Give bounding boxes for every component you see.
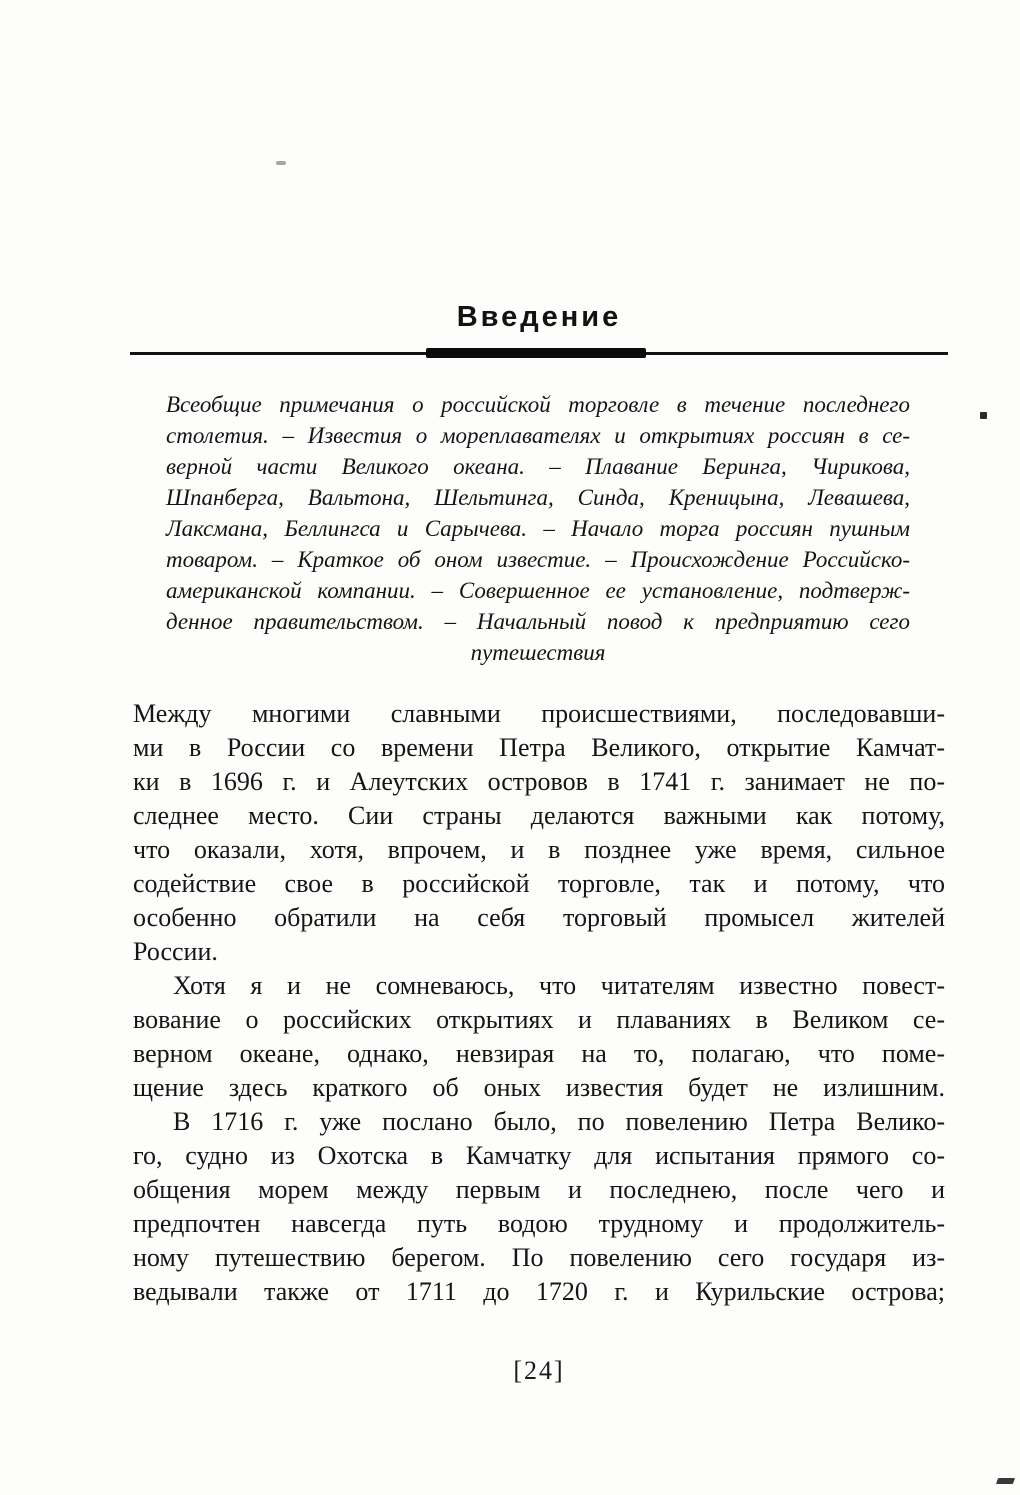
summary-line: денное правительством. – Начальный повод к предприятию сего bbox=[166, 609, 910, 634]
summary-line: Всеобщие примечания о российской торговле в течение последнего bbox=[166, 392, 910, 417]
paragraph-1 bbox=[133, 697, 945, 969]
text-line: щение здесь краткого об оных известия будет не излишним. bbox=[133, 1073, 945, 1102]
text-line: Хотя я и не сомневаюсь, что читателям известно повест- bbox=[173, 971, 945, 1000]
summary-line: Шпанберга, Вальтона, Шельтинга, Синда, Креницына, Левашева, bbox=[166, 485, 910, 510]
summary-line: Лаксмана, Беллингса и Сарычева. – Начало торга россиян пушным bbox=[166, 516, 910, 541]
paragraph-3 bbox=[133, 1105, 945, 1309]
text-line: вование о российских открытиях и плаваниях в Великом се- bbox=[133, 1005, 945, 1034]
page-content bbox=[133, 0, 945, 1495]
text-line: Между многими славными происшествиями, последовавши- bbox=[133, 699, 945, 728]
chapter-title: Введение bbox=[456, 301, 622, 333]
page-number: [24] bbox=[513, 1356, 565, 1385]
text-line: В 1716 г. уже послано было, по повелению Петра Велико- bbox=[173, 1107, 945, 1136]
title-rule-thick-segment bbox=[426, 348, 646, 358]
summary-line: верной части Великого океана. – Плавание Беринга, Чирикова, bbox=[166, 454, 910, 479]
text-line: ведывали также от 1711 до 1720 г. и Курильские острова; bbox=[133, 1277, 945, 1306]
text-line: верном океане, однако, невзирая на то, полагаю, что поме- bbox=[133, 1039, 945, 1068]
text-line: ми в России со времени Петра Великого, открытие Камчат- bbox=[133, 733, 945, 762]
text-line: России. bbox=[133, 937, 218, 966]
text-line: предпочтен навсегда путь водою трудному и продолжитель- bbox=[133, 1209, 945, 1238]
body-text bbox=[133, 697, 945, 1309]
text-line: ному путешествию берегом. По повелению сего государя из- bbox=[133, 1243, 945, 1272]
text-line: содействие свое в российской торговле, так и потому, что bbox=[133, 869, 945, 898]
summary-line: путешествия bbox=[470, 640, 606, 665]
scan-speck-right-margin bbox=[980, 412, 987, 419]
text-line: го, судно из Охотска в Камчатку для испытания прямого со- bbox=[133, 1141, 945, 1170]
text-line: общения морем между первым и последнею, после чего и bbox=[133, 1175, 945, 1204]
text-line: ки в 1696 г. и Алеутских островов в 1741 г. занимает не по- bbox=[133, 767, 945, 796]
scan-speck-bottom-corner bbox=[996, 1478, 1015, 1484]
text-line: что оказали, хотя, впрочем, и в позднее уже время, сильное bbox=[133, 835, 945, 864]
summary-line: столетия. – Известия о мореплавателях и открытиях россиян в се- bbox=[166, 423, 910, 448]
paragraph-2 bbox=[133, 969, 945, 1105]
summary-line: товаром. – Краткое об оном известие. – Происхождение Российско- bbox=[166, 547, 910, 572]
summary-line: американской компании. – Совершенное ее установление, подтверж- bbox=[166, 578, 910, 603]
title-rule bbox=[130, 352, 948, 355]
text-line: следнее место. Сии страны делаются важными как потому, bbox=[133, 801, 945, 830]
text-line: особенно обратили на себя торговый промысел жителей bbox=[133, 903, 945, 932]
chapter-summary bbox=[166, 389, 910, 668]
